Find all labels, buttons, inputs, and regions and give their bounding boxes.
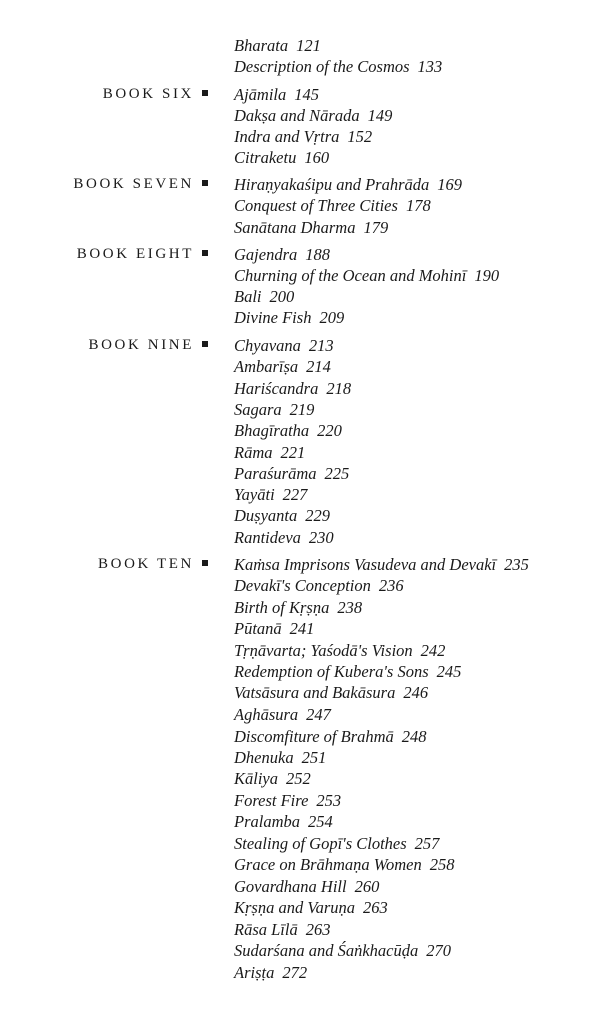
entry-title: Gajendra — [234, 245, 298, 264]
toc-entry — [234, 661, 461, 682]
toc-entry — [234, 35, 321, 56]
toc-entry — [234, 174, 462, 195]
entry-title: Devakī's Conception — [234, 576, 371, 595]
entry-title: Duṣyanta — [234, 506, 298, 525]
book-label: BOOK SIX — [102, 86, 194, 102]
toc-entry — [234, 244, 330, 265]
entry-page-number: 241 — [289, 619, 315, 638]
entry-page-number: 253 — [316, 791, 342, 810]
entry-page-number: 219 — [289, 400, 315, 419]
entry-page-number: 254 — [308, 812, 333, 831]
toc-entry — [234, 704, 331, 725]
entry-page-number: 263 — [305, 920, 331, 939]
entry-title: Hariścandra — [234, 379, 319, 398]
book-label: BOOK EIGHT — [76, 246, 194, 262]
entry-title: Sanātana Dharma — [234, 218, 356, 237]
toc-entry — [234, 527, 334, 548]
entry-title: Rāma — [234, 443, 273, 462]
entry-title: Citraketu — [234, 148, 297, 167]
entry-title: Bhagīratha — [234, 421, 310, 440]
toc-entry — [234, 854, 455, 875]
toc-entry — [234, 56, 442, 77]
square-bullet-icon — [202, 250, 208, 256]
entry-page-number: 188 — [305, 245, 330, 264]
entry-page-number: 220 — [317, 421, 342, 440]
entry-page-number: 214 — [306, 357, 331, 376]
entry-title: Forest Fire — [234, 791, 309, 810]
entry-page-number: 252 — [286, 769, 311, 788]
entry-page-number: 245 — [436, 662, 462, 681]
entry-title: Govardhana Hill — [234, 877, 347, 896]
entry-title: Birth of Kṛṣṇa — [234, 598, 330, 617]
book-label: BOOK SEVEN — [73, 176, 194, 192]
toc-entry — [234, 726, 427, 747]
toc-entry — [234, 682, 428, 703]
toc-entry — [234, 399, 314, 420]
entry-title: Kāliya — [234, 769, 278, 788]
entry-page-number: 149 — [367, 106, 393, 125]
toc-entry — [234, 897, 388, 918]
toc-entry — [234, 420, 342, 441]
entry-page-number: 238 — [337, 598, 363, 617]
square-bullet-icon — [202, 560, 208, 566]
entry-title: Divine Fish — [234, 308, 312, 327]
entry-page-number: 251 — [301, 748, 327, 767]
entry-title: Kaṁsa Imprisons Vasudeva and Devakī — [234, 555, 497, 574]
entry-title: Bharata — [234, 36, 289, 55]
entry-title: Dakṣa and Nārada — [234, 106, 360, 125]
entry-page-number: 230 — [308, 528, 334, 547]
toc-entry — [234, 126, 372, 147]
book-heading — [98, 554, 208, 575]
entry-title: Sudarśana and Śaṅkhacūḍa — [234, 941, 419, 960]
entry-title: Hiraṇyakaśipu and Prahrāda — [234, 175, 430, 194]
entry-title: Description of the Cosmos — [234, 57, 410, 76]
toc-entry — [234, 286, 294, 307]
entry-page-number: 169 — [437, 175, 462, 194]
book-heading — [103, 84, 208, 105]
toc-entry — [234, 378, 351, 399]
entry-title: Ajāmila — [234, 85, 287, 104]
entry-title: Kṛṣṇa and Varuṇa — [234, 898, 356, 917]
entry-page-number: 229 — [305, 506, 330, 525]
entry-page-number: 209 — [319, 308, 345, 327]
entry-page-number: 227 — [282, 485, 308, 504]
entry-page-number: 257 — [414, 834, 440, 853]
toc-entry — [234, 811, 333, 832]
toc-entry — [234, 919, 330, 940]
entry-title: Yayāti — [234, 485, 275, 504]
toc-entry — [234, 790, 341, 811]
square-bullet-icon — [202, 341, 208, 347]
entry-page-number: 248 — [401, 727, 427, 746]
entry-title: Paraśurāma — [234, 464, 317, 483]
toc-entry — [234, 833, 439, 854]
entry-title: Redemption of Kubera's Sons — [234, 662, 429, 681]
toc-entry — [234, 554, 529, 575]
entry-title: Rāsa Līlā — [234, 920, 298, 939]
entry-page-number: 263 — [363, 898, 388, 917]
entry-page-number: 235 — [504, 555, 529, 574]
toc-entry — [234, 195, 431, 216]
entry-title: Conquest of Three Cities — [234, 196, 398, 215]
toc-entry — [234, 84, 319, 105]
entry-title: Dhenuka — [234, 748, 294, 767]
entry-title: Vatsāsura and Bakāsura — [234, 683, 396, 702]
entry-page-number: 133 — [417, 57, 443, 76]
entry-title: Stealing of Gopī's Clothes — [234, 834, 407, 853]
toc-entry — [234, 768, 311, 789]
toc-entry — [234, 484, 307, 505]
entry-title: Aghāsura — [234, 705, 299, 724]
entry-page-number: 258 — [429, 855, 455, 874]
toc-entry — [234, 597, 362, 618]
toc-entry — [234, 265, 499, 286]
entry-page-number: 272 — [282, 963, 308, 982]
toc-entry — [234, 940, 451, 961]
entry-page-number: 260 — [354, 877, 380, 896]
entry-page-number: 246 — [403, 683, 429, 702]
book-label: BOOK NINE — [88, 337, 194, 353]
entry-title: Tṛṇāvarta; Yaśodā's Vision — [234, 641, 413, 660]
toc-entry — [234, 463, 349, 484]
entry-title: Pūtanā — [234, 619, 282, 638]
entry-title: Discomfiture of Brahmā — [234, 727, 394, 746]
entry-page-number: 152 — [347, 127, 373, 146]
entry-title: Chyavana — [234, 336, 301, 355]
entry-title: Indra and Vṛtra — [234, 127, 340, 146]
entry-title: Ambarīṣa — [234, 357, 299, 376]
entry-page-number: 242 — [420, 641, 446, 660]
entry-page-number: 218 — [326, 379, 352, 398]
entry-title: Sagara — [234, 400, 282, 419]
entry-title: Churning of the Ocean and Mohinī — [234, 266, 467, 285]
square-bullet-icon — [202, 180, 208, 186]
entry-page-number: 121 — [296, 36, 321, 55]
square-bullet-icon — [202, 90, 208, 96]
entry-page-number: 225 — [324, 464, 350, 483]
entry-page-number: 213 — [308, 336, 334, 355]
book-heading — [73, 174, 208, 195]
entry-page-number: 178 — [405, 196, 431, 215]
toc-entry — [234, 575, 404, 596]
book-heading — [89, 335, 208, 356]
entry-page-number: 160 — [304, 148, 330, 167]
entry-page-number: 145 — [294, 85, 319, 104]
entry-title: Rantideva — [234, 528, 301, 547]
toc-entry — [234, 356, 331, 377]
toc-entry — [234, 217, 388, 238]
entry-title: Bali — [234, 287, 262, 306]
toc-entry — [234, 105, 392, 126]
toc-entry — [234, 307, 344, 328]
toc-entry — [234, 442, 305, 463]
toc-entry — [234, 505, 330, 526]
entry-title: Grace on Brāhmaṇa Women — [234, 855, 422, 874]
entry-page-number: 270 — [426, 941, 451, 960]
entry-page-number: 247 — [306, 705, 331, 724]
toc-entry — [234, 876, 379, 897]
entry-page-number: 200 — [269, 287, 295, 306]
toc-entry — [234, 962, 307, 983]
toc-entry — [234, 147, 329, 168]
entry-page-number: 221 — [280, 443, 306, 462]
entry-title: Ariṣṭa — [234, 963, 275, 982]
toc-entry — [234, 640, 445, 661]
entry-title: Pralamba — [234, 812, 300, 831]
entry-page-number: 236 — [378, 576, 404, 595]
toc-entry — [234, 747, 326, 768]
entry-page-number: 179 — [363, 218, 389, 237]
toc-entry — [234, 618, 314, 639]
entry-page-number: 190 — [474, 266, 500, 285]
book-label: BOOK TEN — [98, 556, 194, 572]
toc-entry — [234, 335, 334, 356]
book-heading — [77, 244, 208, 265]
